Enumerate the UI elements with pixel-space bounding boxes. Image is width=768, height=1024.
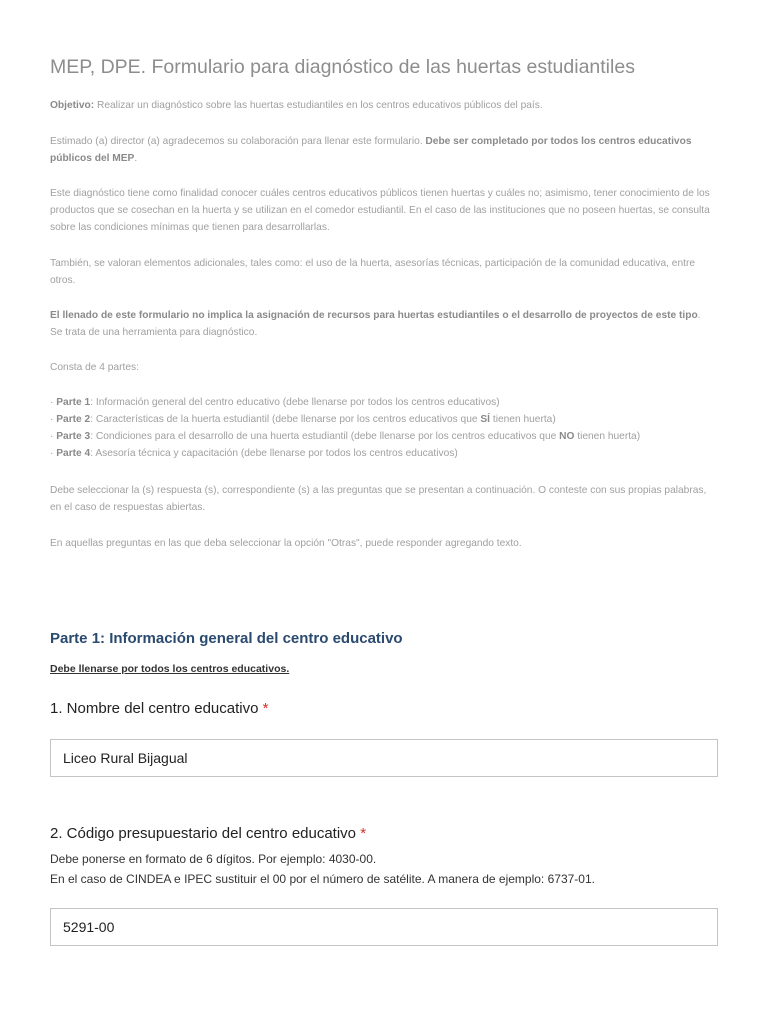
request-text: Estimado (a) director (a) agradecemos su colaboración para llenar este formulario.: [50, 136, 426, 147]
required-mark: *: [360, 825, 367, 842]
question-2-title: 2. Código presupuestario del centro educativo *: [50, 825, 367, 842]
question-1-title: 1. Nombre del centro educativo *: [50, 700, 269, 717]
request-end: .: [134, 153, 138, 164]
disclaimer-end: . Se trata de una herramienta para diagnóstico.: [50, 310, 701, 338]
budget-code-input[interactable]: [50, 908, 718, 946]
school-name-input[interactable]: [50, 739, 718, 777]
intro-parts-heading: Consta de 4 partes:: [50, 362, 139, 373]
part-item: · Parte 1: Información general del centro educativo (debe llenarse por todos los centros educativos): [50, 397, 500, 408]
intro-request: [50, 133, 712, 167]
question-2-help: [50, 849, 730, 889]
intro-objective: [50, 97, 712, 114]
intro-additional: También, se valoran elementos adicionales, tales como: el uso de la huerta, asesorías técnicas, participación de la comunidad educativa, entre otros.: [50, 258, 696, 286]
required-mark: *: [262, 700, 269, 717]
objective-label: Objetivo:: [50, 100, 95, 111]
part-item: · Parte 2: Características de la huerta estudiantil (debe llenarse por los centros educativos que SÍ tienen huerta): [50, 414, 556, 425]
objective-text: Realizar un diagnóstico sobre las huertas estudiantiles en los centros educativos públicos del país.: [94, 100, 543, 111]
help-line-1: Debe ponerse en formato de 6 dígitos. Por ejemplo: 4030-00.: [50, 852, 377, 866]
request-bold: Debe ser completado por todos los centros educativos públicos del MEP: [50, 136, 692, 164]
section-title: Parte 1: Información general del centro educativo: [50, 630, 403, 647]
intro-disclaimer: [50, 307, 712, 341]
intro-others-note: En aquellas preguntas en las que deba seleccionar la opción "Otras", puede responder agregando texto.: [50, 538, 522, 549]
part-item: · Parte 4: Asesoría técnica y capacitación (debe llenarse por todos los centros educativos): [50, 448, 458, 459]
disclaimer-bold: El llenado de este formulario no implica la asignación de recursos para huertas estudiantiles o el desarrollo de proyectos de este tipo: [50, 310, 698, 321]
intro-instructions: Debe seleccionar la (s) respuesta (s), correspondiente (s) a las preguntas que se presentan a continuación. O conteste con sus propias palabras, en el caso de respuestas abiertas.: [50, 485, 707, 513]
part-item: · Parte 3: Condiciones para el desarrollo de una huerta estudiantil (debe llenarse por los centros educativos que NO tienen huerta): [50, 431, 641, 442]
section-description: Debe llenarse por todos los centros educativos.: [50, 663, 290, 675]
intro-parts-list: [50, 394, 712, 462]
form-title: MEP, DPE. Formulario para diagnóstico de las huertas estudiantiles: [50, 56, 635, 78]
help-line-2: En el caso de CINDEA e IPEC sustituir el 00 por el número de satélite. A manera de ejemplo: 6737-01.: [50, 872, 595, 886]
intro-purpose: Este diagnóstico tiene como finalidad conocer cuáles centros educativos públicos tienen huertas y cuáles no; asimismo, tener conocimiento de los productos que se cosechan en la huerta y se utilizan en el comedor estudiantil. En el caso de las instituciones que no poseen huertas, se consulta sobre las condiciones mínimas que tienen para desarrollarlas.: [50, 188, 710, 233]
